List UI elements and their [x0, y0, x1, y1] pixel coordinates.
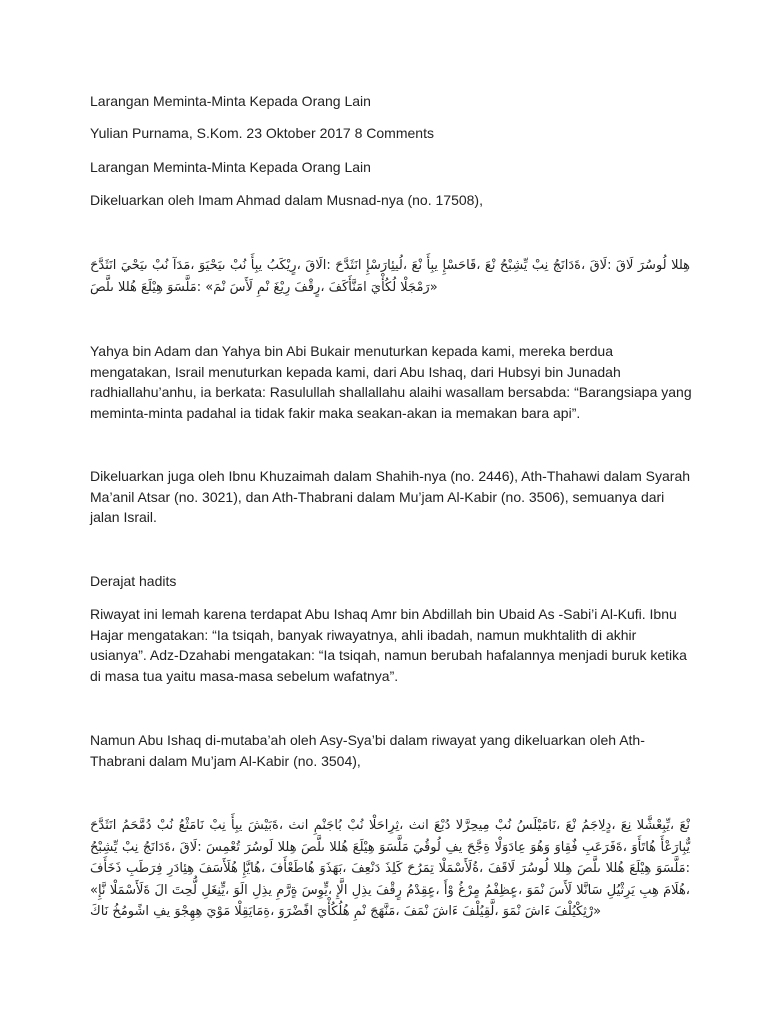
- paragraph-line: usianya”. Adz-Dzahabi mengatakan: “Ia tsiqah, namun berubah hafalannya menjadi buruk ketika: [90, 647, 687, 664]
- arabic-hadith-text: حَدَّثَنَا يَحْيَى بْنُ آدَمَ، وَيَحْيَى بْنُ أَبِي بُكَيْرٍ، قَالَا: حَدَّثَنَا إِسْرَائِيلُ، عَنْ أَبِي إِسْحَاقَ، عَنْ حُبْشِيِّ بْنِ جُنَادَةَ، قَالَ: قَالَ رَسُولُ اللهِ صَلَّى اللهُ عَلَيْهِ وَسَلَّمَ: «مَنْ سَأَلَ مِنْ غَيْرِ فَقْرٍ، فَكَأَنَّمَا يَأْكُلُ الْجَمْرَ»: [90, 258, 690, 295]
- document-title: Larangan Meminta-Minta Kepada Orang Lain: [90, 93, 371, 109]
- paragraph-line: Namun Abu Ishaq di-mutaba’ah oleh Asy-Sya’bi dalam riwayat yang dikeluarkan oleh Ath-: [90, 732, 645, 748]
- arabic-hadith-text-2: حَدَّثَنَا مُحَمَّدُ بْنُ عُثْمَانَ بْنِ أَبِي شَيْبَةَ، ثنا مِنْجَابُ بْنُ الْحَارِثِ، ثنا عَبْدُ الرَّحِيمِ بْنُ سُلَيْمَانَ، عَنْ مُجَالِدٍ، عَنِ الشَّعْبِيِّ، عَنْ حُبْشِيِّ بْنِ جُنَادَةَ، قَالَ: سَمِعْتُ رَسُولَ اللهِ صَلَّى اللهُ عَلَيْهِ وَسَلَّمَ يَقُولُ فِي حَجَّةِ الْوَدَاعِ وَهُوَ وَاقِفٌ بِعَرَفَةَ، وَأَتَاهُ أَعْرَابِيٌّ فَأَخَذَ بِطَرَفِ رِدَائِهِ فَسَأَلَهُ إِيَّاهُ، فَأَعْطَاهُ وَذَهَبَ، فَعِنْدَ ذَلِكَ حَرُمَتِ الْمَسْأَلَةُ، فَقَالَ رَسُولُ اللهِ صَلَّى اللهُ عَلَيْهِ وَسَلَّمَ: «إِنَّ الْمَسْأَلَةَ لَا تَحِلُّ لِغَنِيٍّ، وَلَا لِذِي مِرَّةٍ سَوِيٍّ، إِلَّا لِذِي فَقْرٍ مُدْقِعٍ، أَوْ غُرْمٍ مُفْظِعٍ، وَمَنْ سَأَلَ النَّاسَ لِيُثْرِيَ بِهِ مَالَهُ، كَانَ خُمُوشًا فِي وَجْهِهِ يَوْمَ الْقِيَامَةِ، وَرَضْفًا يَأْكُلُهُ مِنْ جَهَنَّمَ، فَمَنْ شَاءَ فَلْيُقِلَّ، وَمَنْ شَاءَ فَلْيُكْثِرْ»: [90, 818, 690, 919]
- grading-paragraph: [90, 604, 687, 687]
- section-heading: Derajat hadits: [90, 573, 177, 589]
- article-heading: Larangan Meminta-Minta Kepada Orang Lain: [90, 159, 371, 175]
- source-intro: Dikeluarkan oleh Imam Ahmad dalam Musnad-nya (no. 17508),: [90, 192, 483, 208]
- mutabaah-paragraph: [90, 730, 645, 771]
- translation-paragraph: [90, 341, 692, 424]
- author-byline: Yulian Purnama, S.Kom. 23 Oktober 2017 8 Comments: [90, 125, 434, 141]
- paragraph-line: Riwayat ini lemah karena terdapat Abu Ishaq Amr bin Abdillah bin Ubaid As -Sabi’i Al-Kufi. Ibnu: [90, 606, 677, 622]
- paragraph-line: mengatakan, Israil menuturkan kepada kami, dari Abu Ishaq, dari Hubsyi bin Junadah: [90, 363, 621, 380]
- paragraph-line: radhiallahu’anhu, ia berkata: Rasulullah shallallahu alaihi wasallam bersabda: “Barangsiapa yang: [90, 384, 692, 401]
- paragraph-line: Hajar mengatakan: “Ia tsiqah, banyak riwayatnya, ahli ibadah, namun mukhtalith di akhir: [90, 626, 637, 643]
- paragraph-line: Ma’anil Atsar (no. 3021), dan Ath-Thabrani dalam Mu’jam Al-Kabir (no. 3506), semuanya dari: [90, 488, 665, 505]
- paragraph-line: meminta-minta padahal ia tidak fakir maka seakan-akan ia memakan bara api”.: [90, 405, 581, 422]
- paragraph-line: di masa tua yaitu masa-masa sebelum wafatnya”.: [90, 668, 399, 685]
- other-sources-paragraph: [90, 466, 690, 528]
- paragraph-line: Yahya bin Adam dan Yahya bin Abi Bukair menuturkan kepada kami, mereka berdua: [90, 343, 613, 359]
- paragraph-line: Thabrani dalam Mu’jam Al-Kabir (no. 3504),: [90, 752, 361, 769]
- paragraph-line: Dikeluarkan juga oleh Ibnu Khuzaimah dalam Shahih-nya (no. 2446), Ath-Thahawi dalam Syarah: [90, 468, 691, 484]
- paragraph-line: jalan Israil.: [90, 509, 157, 526]
